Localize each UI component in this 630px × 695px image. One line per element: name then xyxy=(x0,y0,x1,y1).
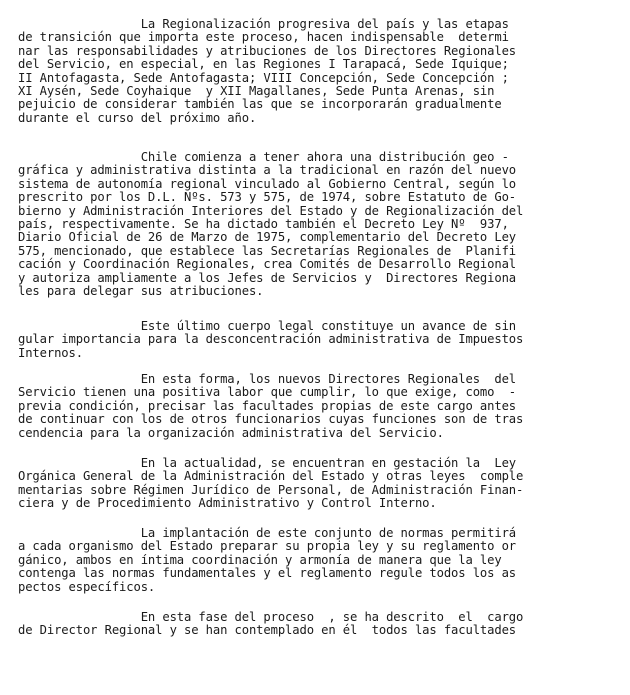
paragraph-cuerpo-legal xyxy=(18,320,630,360)
text-line: Orgánica General de la Administración del Estado y otras leyes comple xyxy=(18,469,524,484)
text-line: En esta forma, los nuevos Directores Regionales del xyxy=(18,372,517,386)
text-line: previa condición, precisar las facultades propias de este cargo antes xyxy=(18,398,517,413)
paragraph-regionalizacion xyxy=(18,18,630,125)
text-line: Este último cuerpo legal constituye un avance de sin xyxy=(18,319,517,333)
text-line: sistema de autonomía regional vinculado al Gobierno Central, según lo xyxy=(18,176,517,191)
text-line: La Regionalización progresiva del país y las etapas xyxy=(18,17,509,31)
text-line: contenga las normas fundamentales y el reglamento regule todos los as xyxy=(18,566,517,581)
text-line: gánico, ambos en íntima coordinación y armonía de manera que la ley xyxy=(18,552,502,567)
text-line: II Antofagasta, Sede Antofagasta; VIII Concepción, Sede Concepción ; xyxy=(18,70,509,85)
text-line: les para delegar sus atribuciones. xyxy=(18,284,264,299)
text-line: 575, mencionado, que establece las Secretarías Regionales de Planifi xyxy=(18,243,517,258)
text-line: y autoriza ampliamente a los Jefes de Servicios y Directores Regiona xyxy=(18,270,517,285)
paragraph-distribucion-geografica xyxy=(18,151,630,298)
text-line: durante el curso del próximo año. xyxy=(18,110,257,125)
text-line: cación y Coordinación Regionales, crea Comités de Desarrollo Regional xyxy=(18,257,517,272)
text-line: Servicio tienen una positiva labor que cumplir, lo que exige, como - xyxy=(18,385,517,400)
text-line: nar las responsabilidades y atribuciones de los Directores Regionales xyxy=(18,43,517,58)
text-line: de transición que importa este proceso, hacen indispensable determi xyxy=(18,30,509,45)
text-line: gular importancia para la desconcentración administrativa de Impuestos xyxy=(18,332,524,347)
text-line: a cada organismo del Estado preparar su propia ley y su reglamento or xyxy=(18,539,517,554)
text-line: cendencia para la organización administrativa del Servicio. xyxy=(18,425,444,440)
text-line: del Servicio, en especial, en las Regiones I Tarapacá, Sede Iquique; xyxy=(18,57,509,72)
text-line: bierno y Administración Interiores del Estado y de Regionalización del xyxy=(18,203,524,218)
text-line: En esta fase del proceso , se ha descrito el cargo xyxy=(18,610,524,624)
text-line: Internos. xyxy=(18,345,83,360)
text-line: de continuar con los de otros funcionarios cuyas funciones son de tras xyxy=(18,412,524,427)
paragraph-actualidad xyxy=(18,457,630,511)
paragraph-directores-regionales xyxy=(18,373,630,440)
text-line: pejuicio de considerar también las que se incorporarán gradualmente xyxy=(18,97,502,112)
text-line: país, respectivamente. Se ha dictado también el Decreto Ley Nº 937, xyxy=(18,217,509,232)
text-line: prescrito por los D.L. Nºs. 573 y 575, de 1974, sobre Estatuto de Go- xyxy=(18,190,517,205)
text-line: Chile comienza a tener ahora una distribución geo - xyxy=(18,150,509,164)
text-line: La implantación de este conjunto de normas permitirá xyxy=(18,526,517,540)
text-line: En la actualidad, se encuentran en gestación la Ley xyxy=(18,456,517,470)
text-line: Diario Oficial de 26 de Marzo de 1975, complementario del Decreto Ley xyxy=(18,230,517,245)
text-line: XI Aysén, Sede Coyhaique y XII Magallanes, Sede Punta Arenas, sin xyxy=(18,84,495,99)
text-line: ciera y de Procedimiento Administrativo y Control Interno. xyxy=(18,496,437,511)
text-line: gráfica y administrativa distinta a la tradicional en razón del nuevo xyxy=(18,163,517,178)
paragraph-implantacion xyxy=(18,527,630,594)
text-line: pectos específicos. xyxy=(18,579,156,594)
text-line: mentarias sobre Régimen Jurídico de Personal, de Administración Finan- xyxy=(18,482,524,497)
paragraph-fase-proceso xyxy=(18,611,630,638)
text-line: de Director Regional y se han contemplado en él todos las facultades xyxy=(18,623,517,638)
